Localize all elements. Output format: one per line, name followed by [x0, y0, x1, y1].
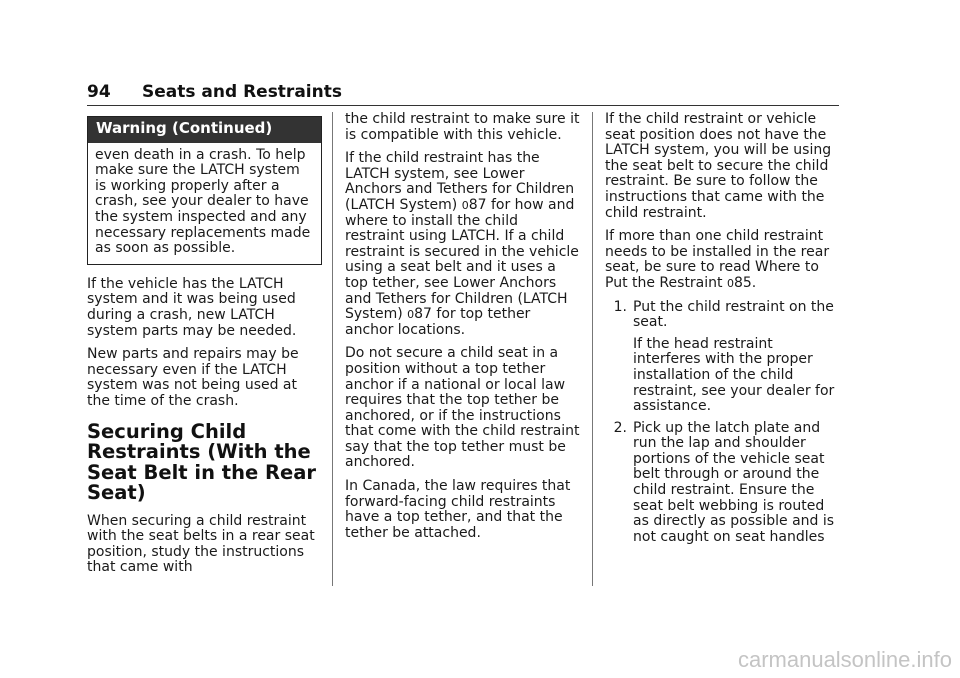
paragraph-text: 87 for how and where to install the child restraint using LATCH. If a child restraint is secured in the vehicle using a seat belt and it uses a top tether, see Lower Anchors and Tethers for Children (LATCH System)	[345, 196, 579, 323]
column-2	[345, 112, 580, 549]
paragraph-text: If the child restraint has the LATCH system, see Lower Anchors and Tethers for Children (LATCH System)	[345, 150, 575, 213]
paragraph: If the child restraint or vehicle seat position does not have the LATCH system, you will be using the seat belt to secure the child restraint. Be sure to follow the instructions that came with the child restraint.	[605, 111, 832, 221]
paragraph-text: 87 for top tether anchor locations.	[345, 306, 531, 338]
page-header	[87, 80, 839, 106]
page-ref-arrow-icon: 0	[726, 276, 734, 290]
paragraph	[345, 151, 580, 338]
paragraph: In Canada, the law requires that forward-facing child restraints have a top tether, and that the tether be attached.	[345, 478, 571, 541]
paragraph: If the vehicle has the LATCH system and it was being used during a crash, new LATCH system parts may be needed.	[87, 275, 297, 339]
page-ref-arrow-icon: 0	[461, 198, 469, 212]
step-number: 2.	[613, 419, 627, 436]
steps-list	[605, 300, 843, 546]
paragraph-text: If more than one child restraint needs to be installed in the rear seat, be sure to read Where to Put the Restraint	[605, 228, 830, 291]
list-item	[605, 421, 843, 546]
step-text: Put the child restraint on the seat.	[633, 298, 834, 331]
column-divider	[332, 112, 333, 586]
paragraph-text: 85.	[733, 274, 757, 291]
step-number: 1.	[613, 298, 627, 315]
step-note: If the head restraint interferes with the proper installation of the child restraint, see your dealer for assistance.	[633, 335, 835, 415]
column-1	[87, 112, 322, 584]
watermark-link[interactable]: carmanualsonline.info	[737, 647, 952, 672]
page-number: 94	[87, 82, 111, 102]
warning-box	[87, 116, 322, 265]
paragraph: New parts and repairs may be necessary even if the LATCH system was not being used at the time of the crash.	[87, 346, 299, 409]
list-item	[605, 300, 843, 415]
page-ref-arrow-icon: 0	[407, 308, 415, 322]
column-3	[605, 112, 843, 551]
column-divider	[592, 112, 593, 586]
paragraph: When securing a child restraint with the seat belts in a rear seat position, study the instructions that came with	[87, 512, 315, 576]
paragraph	[605, 229, 843, 291]
paragraph: the child restraint to make sure it is compatible with this vehicle.	[345, 111, 580, 143]
subheading: Securing Child Restraints (With the Seat Belt in the Rear Seat)	[87, 419, 317, 504]
step-text: Pick up the latch plate and run the lap and shoulder portions of the vehicle seat belt through or around the child restraint. Ensure the seat belt webbing is routed as directly as possible and is not caught on seat handles	[633, 419, 835, 545]
section-title: Seats and Restraints	[142, 82, 342, 102]
warning-heading: Warning (Continued)	[88, 117, 321, 143]
paragraph: Do not secure a child seat in a position without a top tether anchor if a national or local law requires that the top tether be anchored, or if the instructions that come with the child restraint say that the top tether must be anchored.	[345, 345, 580, 471]
warning-body: even death in a crash. To help make sure the LATCH system is working properly after a crash, see your dealer to have the system inspected and any necessary replacements made as soon as possible.	[95, 146, 311, 257]
